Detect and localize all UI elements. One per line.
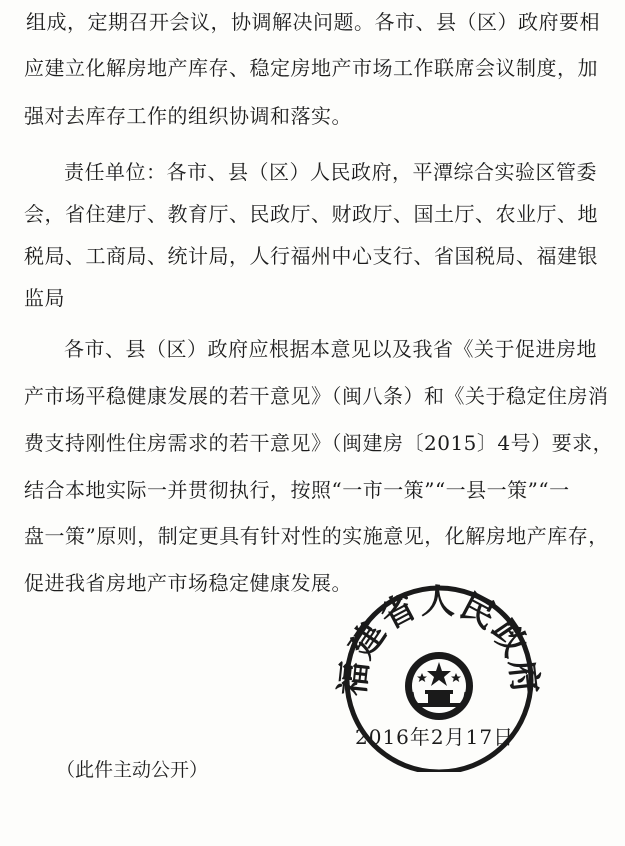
seal-text: 福建省人民政府 xyxy=(332,581,546,698)
document-date: 2016年2月17日 xyxy=(355,725,515,749)
body-line-10: 费支持刚性住房需求的若干意见》（闽建房〔2015〕4号）要求， xyxy=(24,431,614,455)
body-line-13: 促进我省房地产市场稳定健康发展。 xyxy=(24,571,352,595)
body-line-5: 会，省住建厅、教育厅、民政厅、财政厅、国土厅、农业厅、地 xyxy=(24,202,598,226)
body-line-6: 税局、工商局、统计局，人行福州中心支行、省国税局、福建银 xyxy=(24,244,598,268)
body-line-8: 各市、县（区）政府应根据本意见以及我省《关于促进房地 xyxy=(64,337,597,361)
body-line-4: 责任单位：各市、县（区）人民政府，平潭综合实验区管委 xyxy=(64,160,597,184)
national-emblem-icon xyxy=(405,652,473,720)
body-line-9: 产市场平稳健康发展的若干意见》（闽八条）和《关于稳定住房消 xyxy=(24,384,609,408)
body-line-12: 盘一策”原则，制定更具有针对性的实施意见，化解房地产库存， xyxy=(24,524,609,548)
public-notice: （此件主动公开） xyxy=(56,759,209,781)
body-line-7: 监局 xyxy=(24,286,65,310)
body-line-1: 组成，定期召开会议，协调解决问题。各市、县（区）政府要相 xyxy=(26,10,600,34)
body-line-3: 强对去库存工作的组织协调和落实。 xyxy=(24,104,352,128)
body-line-2: 应建立化解房地产库存、稳定房地产市场工作联席会议制度，加 xyxy=(24,56,598,80)
body-line-11: 结合本地实际一并贯彻执行，按照“一市一策”“一县一策”“一 xyxy=(24,478,570,502)
